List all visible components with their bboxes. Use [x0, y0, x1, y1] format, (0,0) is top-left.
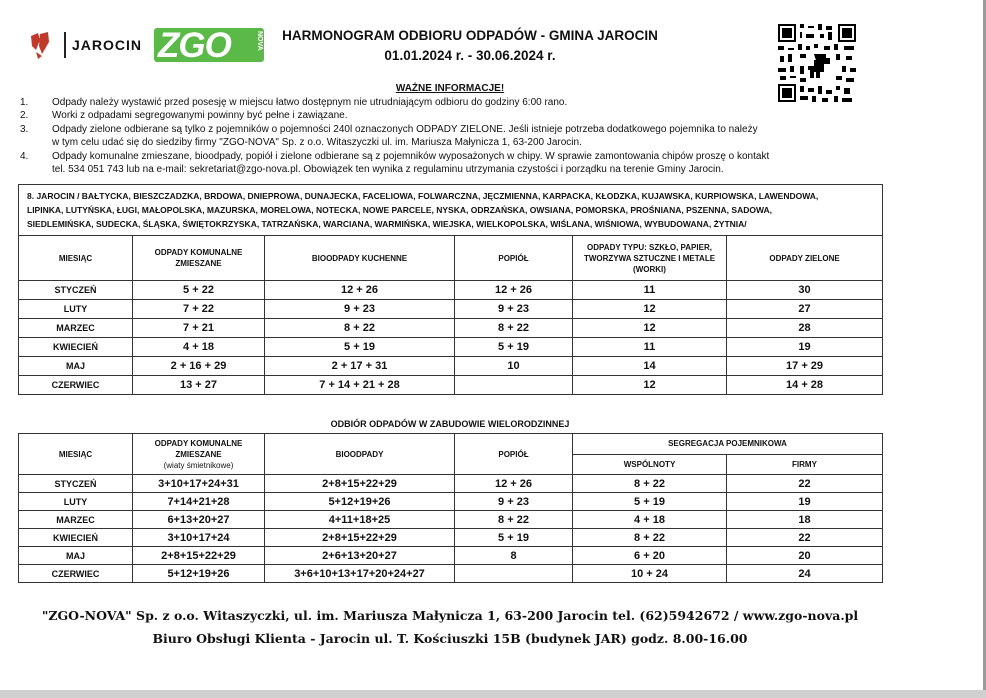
table-cell: 9 + 23 — [265, 300, 455, 319]
table-row — [19, 357, 883, 376]
month-cell: STYCZEŃ — [19, 281, 133, 300]
header-logos — [28, 26, 268, 70]
month-cell: MARZEC — [19, 511, 133, 529]
col-header-recyclables: ODPADY TYPU: SZKŁO, PAPIER, TWORZYWA SZTUCZNE I METALE (WORKI) — [573, 236, 727, 281]
table-cell: 2 + 16 + 29 — [133, 357, 265, 376]
table-cell: 8 + 22 — [455, 319, 573, 338]
table-cell: 12 + 26 — [455, 475, 573, 493]
table-cell: 2 + 17 + 31 — [265, 357, 455, 376]
table-cell: 11 — [573, 338, 727, 357]
jarocin-crest-icon — [28, 30, 52, 60]
table-cell: 8 + 22 — [455, 511, 573, 529]
table-row — [19, 376, 883, 395]
jarocin-logo-text: JAROCIN — [72, 37, 143, 53]
street-list — [19, 185, 883, 236]
info-line: Worki z odpadami segregowanymi powinny być pełne i zawiązane. — [52, 110, 348, 122]
schedule-table-single-family — [18, 184, 883, 395]
col-header-shared: WSPÓLNOTY — [573, 454, 727, 475]
table-cell: 18 — [727, 511, 883, 529]
month-cell: KWIECIEŃ — [19, 338, 133, 357]
table-cell: 5 + 19 — [455, 529, 573, 547]
info-line: Odpady zielone odbierane są tylko z pojemników o pojemności 240l oznaczonych ODPADY ZIELONE. Jeśli istnieje potrzeba dodatkowego pojemnika to należy — [52, 123, 758, 135]
title-line-1: HARMONOGRAM ODBIORU ODPADÓW - GMINA JAROCIN — [282, 28, 658, 43]
zgo-logo-main: ZGO — [158, 26, 231, 65]
col-header-ash: POPIÓŁ — [455, 434, 573, 475]
table-cell: 2+8+15+22+29 — [133, 547, 265, 565]
page-title — [260, 26, 680, 66]
table-row — [19, 493, 883, 511]
table-cell: 5 + 19 — [455, 338, 573, 357]
info-item-number: 3. — [20, 123, 29, 135]
table-cell: 5+12+19+26 — [265, 493, 455, 511]
table-cell: 5+12+19+26 — [133, 565, 265, 583]
table-row — [19, 529, 883, 547]
table-cell: 6+13+20+27 — [133, 511, 265, 529]
info-line: w tym celu udać się do siedziby firmy "ZGO-NOVA" Sp. z o.o. Witaszyczki ul. im. Mariusza Małynicza 1, 63-200 Jarocin. — [52, 137, 582, 149]
zgo-nova-logo — [154, 26, 264, 65]
table-cell: 8 + 22 — [573, 529, 727, 547]
col-header-mixed: ODPADY KOMUNALNE ZMIESZANE — [133, 236, 265, 281]
table-cell: 22 — [727, 529, 883, 547]
table-cell: 5 + 19 — [573, 493, 727, 511]
info-item-text — [52, 123, 880, 150]
col-header-green: ODPADY ZIELONE — [727, 236, 883, 281]
info-item-text — [52, 109, 880, 122]
table-header-row — [19, 236, 883, 281]
table-cell: 20 — [727, 547, 883, 565]
table-cell: 12 + 26 — [265, 281, 455, 300]
table-cell: 30 — [727, 281, 883, 300]
month-cell: CZERWIEC — [19, 376, 133, 395]
table-cell — [455, 376, 573, 395]
table-cell: 22 — [727, 475, 883, 493]
month-cell: MARZEC — [19, 319, 133, 338]
table-cell: 11 — [573, 281, 727, 300]
info-line: Odpady należy wystawić przed posesję w miejscu łatwo dostępnym nie utrudniającym odbioru do godziny 6:00 rano. — [52, 97, 568, 108]
footer-office-line: Biuro Obsługi Klienta - Jarocin ul. T. Kościuszki 15B (budynek JAR) godz. 8.00-16.00 — [152, 631, 748, 646]
col-header-companies: FIRMY — [727, 454, 883, 475]
info-item — [20, 96, 880, 109]
table-row — [19, 300, 883, 319]
table-cell: 14 — [573, 357, 727, 376]
title-line-2: 01.01.2024 r. - 30.06.2024 r. — [384, 48, 556, 63]
table-cell: 5 + 19 — [265, 338, 455, 357]
table-row — [19, 281, 883, 300]
table-cell: 3+10+17+24 — [133, 529, 265, 547]
table-cell: 28 — [727, 319, 883, 338]
table-cell: 7 + 14 + 21 + 28 — [265, 376, 455, 395]
table-cell: 9 + 23 — [455, 300, 573, 319]
table-row — [19, 547, 883, 565]
info-line: Odpady komunalne zmieszane, bioodpady, popiół i zielone odbierane są z pojemników wyposażonych w chipy. W sprawie zamontowania chipów proszę o kontakt — [52, 150, 770, 162]
table-cell: 12 — [573, 300, 727, 319]
month-cell: KWIECIEŃ — [19, 529, 133, 547]
month-cell: CZERWIEC — [19, 565, 133, 583]
multi-family-section-title: ODBIÓR ODPADÓW W ZABUDOWIE WIELORODZINNEJ — [330, 419, 570, 429]
month-cell: MAJ — [19, 357, 133, 376]
street-list-line: SIEDLEMIŃSKA, SUDECKA, ŚLĄSKA, ŚWIĘTOKRZYSKA, TATRZAŃSKA, WARCIANA, WARMIŃSKA, WIEJSKA, WIELKOPOLSKA, WIŚLANA, WIŚNIOWA, WYBUDOWANA, ŻYTNIA/ — [27, 219, 747, 229]
table-cell: 12 + 26 — [455, 281, 573, 300]
logo-separator — [64, 32, 66, 58]
info-item — [20, 123, 880, 150]
month-cell: STYCZEŃ — [19, 475, 133, 493]
table-cell — [455, 565, 573, 583]
table-row — [19, 511, 883, 529]
table-header-row — [19, 434, 883, 455]
table-cell: 2+8+15+22+29 — [265, 529, 455, 547]
table-cell: 2+6+13+20+27 — [265, 547, 455, 565]
month-cell: MAJ — [19, 547, 133, 565]
table-cell: 7 + 21 — [133, 319, 265, 338]
table-cell: 9 + 23 — [455, 493, 573, 511]
table-cell: 12 — [573, 319, 727, 338]
table-cell: 3+10+17+24+31 — [133, 475, 265, 493]
table-row — [19, 338, 883, 357]
schedule-table-multi-family — [18, 433, 883, 583]
table-cell: 4 + 18 — [573, 511, 727, 529]
table-row — [19, 565, 883, 583]
header-line: ODPADY KOMUNALNE — [154, 438, 243, 448]
table-cell: 8 + 22 — [265, 319, 455, 338]
col-header-month: MIESIĄC — [19, 236, 133, 281]
col-header-bio: BIOODPADY — [265, 434, 455, 475]
table-cell: 12 — [573, 376, 727, 395]
col-header-month: MIESIĄC — [19, 434, 133, 475]
table-cell: 4 + 18 — [133, 338, 265, 357]
table-cell: 5 + 22 — [133, 281, 265, 300]
info-item-text — [52, 96, 880, 109]
header-line: (wiaty śmietnikowe) — [163, 460, 234, 470]
info-item-number: 4. — [20, 150, 29, 162]
table-row — [19, 475, 883, 493]
table-cell: 19 — [727, 493, 883, 511]
table-cell: 3+6+10+13+17+20+24+27 — [265, 565, 455, 583]
table-cell: 10 + 24 — [573, 565, 727, 583]
table-cell: 27 — [727, 300, 883, 319]
table-cell: 10 — [455, 357, 573, 376]
street-list-line: 8. JAROCIN / BAŁTYCKA, BIESZCZADZKA, BRDOWA, DNIEPROWA, DUNAJECKA, FACELIOWA, FOLWARCZNA, JĘCZMIENNA, KARPACKA, KŁODZKA, KUJAWSKA, KURPIOWSKA, LAWENDOWA, — [27, 191, 819, 201]
table-cell: 2+8+15+22+29 — [265, 475, 455, 493]
col-header-segregation: SEGREGACJA POJEMNIKOWA — [573, 434, 883, 455]
info-list — [20, 96, 880, 176]
info-item-number: 1. — [20, 97, 29, 108]
table-cell: 4+11+18+25 — [265, 511, 455, 529]
month-cell: LUTY — [19, 493, 133, 511]
table-cell: 7+14+21+28 — [133, 493, 265, 511]
info-item — [20, 150, 880, 177]
table-cell: 24 — [727, 565, 883, 583]
table-cell: 8 — [455, 547, 573, 565]
col-header-bio-kitchen: BIOODPADY KUCHENNE — [265, 236, 455, 281]
info-item-number: 2. — [20, 110, 29, 122]
info-line: tel. 534 051 743 lub na e-mail: sekretariat@zgo-nova.pl. Obowiązek ten wynika z regulaminu utrzymania czystości i porządku na terenie Gminy Jarocin. — [52, 164, 724, 176]
table-cell: 13 + 27 — [133, 376, 265, 395]
table-cell: 19 — [727, 338, 883, 357]
info-item-text — [52, 150, 880, 177]
footer — [0, 604, 900, 650]
table-cell: 6 + 20 — [573, 547, 727, 565]
table-cell: 8 + 22 — [573, 475, 727, 493]
header-line: ZMIESZANE — [175, 449, 222, 459]
bottom-scroll-area — [0, 690, 986, 698]
footer-company-line: "ZGO-NOVA" Sp. z o.o. Witaszyczki, ul. im. Mariusza Małynicza 1, 63-200 Jarocin tel. (62)5942672 / www.zgo-nova.pl — [41, 608, 859, 623]
table-row — [19, 319, 883, 338]
table-cell: 17 + 29 — [727, 357, 883, 376]
info-item — [20, 109, 880, 122]
col-header-ash: POPIÓŁ — [455, 236, 573, 281]
col-header-mixed — [133, 434, 265, 475]
month-cell: LUTY — [19, 300, 133, 319]
zgo-logo-side: NOVA — [256, 31, 263, 51]
info-title: WAŻNE INFORMACJE! — [395, 83, 505, 94]
street-list-line: LIPINKA, LUTYŃSKA, ŁUGI, MAŁOPOLSKA, MAZURSKA, MORELOWA, NOTECKA, NOWE PARCELE, NYSKA, ODRZAŃSKA, OWSIANA, POMORSKA, PROŚNIANA, PSZENNA, SADOWA, — [27, 205, 773, 215]
table-cell: 7 + 22 — [133, 300, 265, 319]
table-cell: 14 + 28 — [727, 376, 883, 395]
